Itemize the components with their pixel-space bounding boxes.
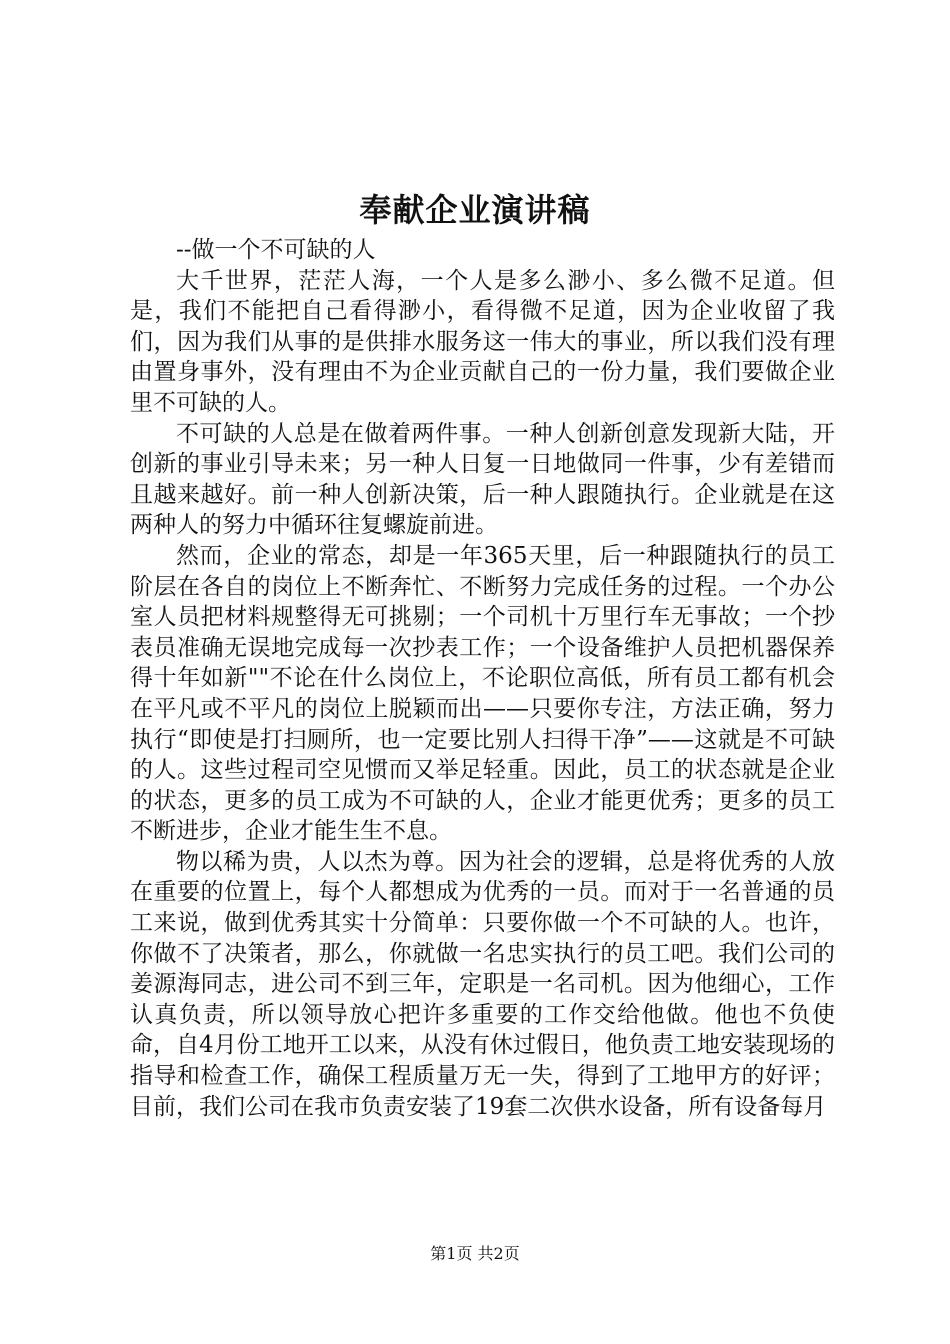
document-title: 奉献企业演讲稿 — [359, 191, 591, 229]
document-subtitle: --做一个不可缺的人 — [176, 237, 376, 263]
paragraph-1: 大千世界，茫茫人海，一个人是多么渺小、多么微不足道。但是，我们不能把自己看得渺小，看得微不足道，因为企业收留了我们，因为我们从事的是供排水服务这一伟大的事业，所以我们没有理由置身事外，没有理由不为企业贡献自己的一份力量，我们要做企业里不可缺的人。 — [130, 267, 835, 416]
document-body — [130, 235, 835, 1122]
paragraph-4: 物以稀为贵，人以杰为尊。因为社会的逻辑，总是将优秀的人放在重要的位置上，每个人都想成为优秀的一员。而对于一名普通的员工来说，做到优秀其实十分简单：只要你做一个不可缺的人。也许，你做不了决策者，那么，你就做一名忠实执行的员工吧。我们公司的姜源海同志，进公司不到三年，定职是一名司机。因为他细心，工作认真负责，所以领导放心把许多重要的工作交给他做。他也不负使命，自4月份工地开工以来，从没有休过假日，他负责工地安装现场的指导和检查工作，确保工程质量万无一失，得到了工地甲方的好评；目前，我们公司在我市负责安装了19套二次供水设备，所有设备每月 — [130, 848, 835, 1120]
page-footer: 第1页 共2页 — [430, 1244, 520, 1263]
paragraph-2: 不可缺的人总是在做着两件事。一种人创新创意发现新大陆，开创新的事业引导未来；另一种人日复一日地做同一件事，少有差错而且越来越好。前一种人创新决策，后一种人跟随执行。企业就是在这两种人的努力中循环往复螺旋前进。 — [130, 420, 835, 539]
paragraph-3: 然而，企业的常态，却是一年365天里，后一种跟随执行的员工阶层在各自的岗位上不断奔忙、不断努力完成任务的过程。一个办公室人员把材料规整得无可挑剔；一个司机十万里行车无事故；一个抄表员准确无误地完成每一次抄表工作；一个设备维护人员把机器保养得十年如新""不论在什么岗位上，不论职位高低，所有员工都有机会在平凡或不平凡的岗位上脱颖而出——只要你专注，方法正确，努力执行“即使是打扫厕所，也一定要比别人扫得干净”——这就是不可缺的人。这些过程司空见惯而又举足轻重。因此，员工的状态就是企业的状态，更多的员工成为不可缺的人，企业才能更优秀；更多的员工不断进步，企业才能生生不息。 — [130, 542, 835, 845]
